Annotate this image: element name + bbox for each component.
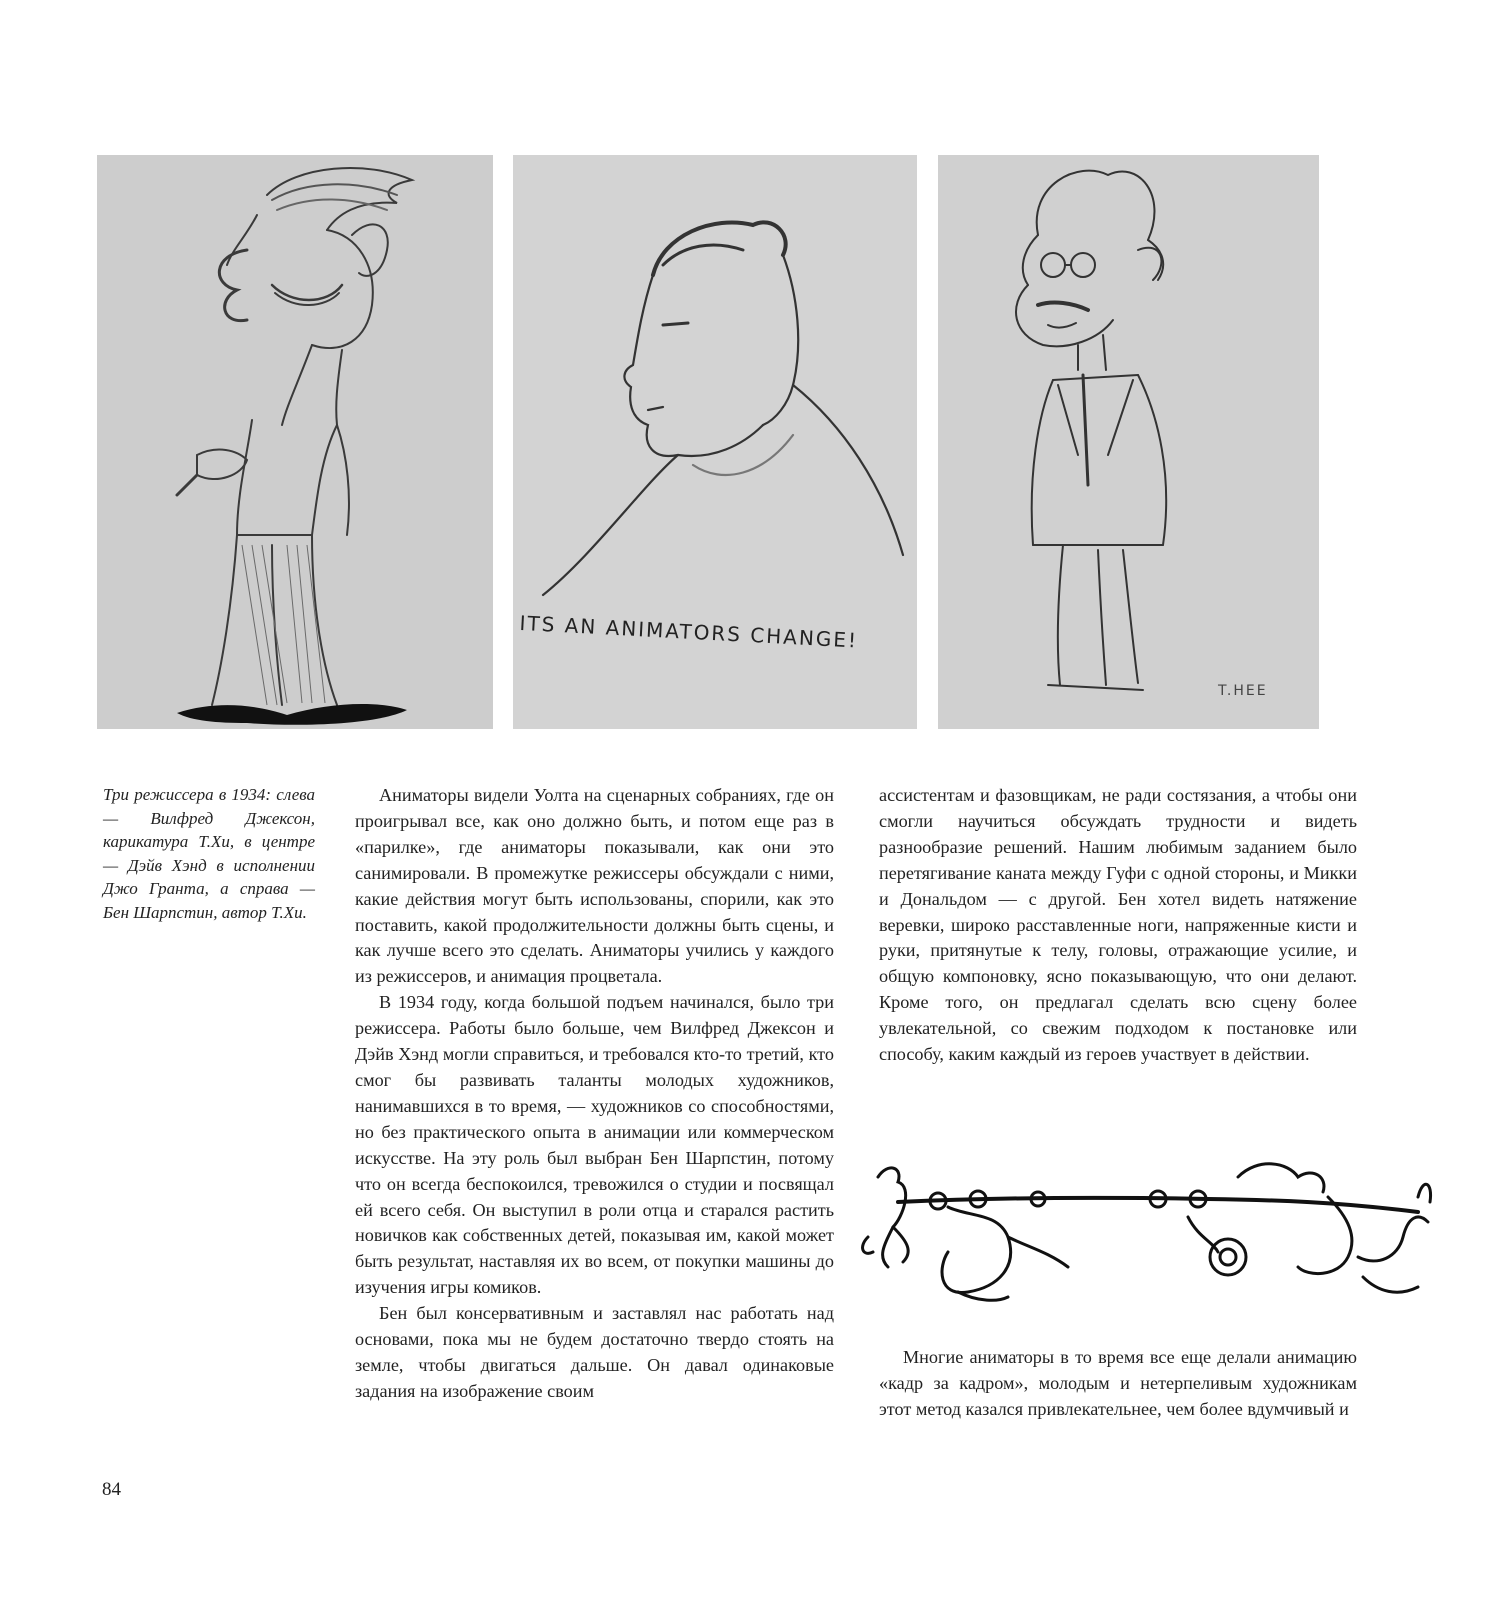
- paragraph: Бен был консервативным и заставлял нас работать над основами, пока мы не будем достаточно твердо стоять на земле, чтобы двигаться дальше. Он давал одинаковые задания на изображение своим: [355, 1303, 834, 1401]
- text-column-2-continued: [879, 1345, 1357, 1423]
- tug-of-war-drawing: [858, 1157, 1436, 1307]
- page-number: 84: [102, 1479, 121, 1500]
- caricature-ben-sharpsteen: [938, 155, 1319, 729]
- paragraph: В 1934 году, когда большой подъем начинался, было три режиссера. Работы было больше, чем Вилфред Джексон и Дэйв Хэнд могли справиться, и требовался кто-то третий, кто смог бы развивать таланты молодых художников, нанимавшихся в то время, — художников со способностями, но без практического опыта в анимации или коммерческом искусстве. На эту роль был выбран Бен Шарпстин, потому что он всегда беспокоился, тревожился о студии и посвящал ей всего себя. Он выступил в роли отца и старался растить новичков как собственных детей, показывая им, какой может быть результат, наставляя их во всем, от покупки машины до изучения игры комиков.: [355, 992, 834, 1298]
- text-column-1: [355, 783, 834, 1405]
- paragraph: Многие аниматоры в то время все еще делали анимацию «кадр за кадром», молодым и нетерпеливым художникам этот метод казался привлекательнее, чем более вдумчивый и: [879, 1347, 1357, 1419]
- plate-2-lettering: ITS AN ANIMATORS CHANGE!: [519, 610, 859, 653]
- caricature-dave-hand: [513, 155, 917, 729]
- caricature-dave-hand-drawing: [513, 155, 917, 729]
- text-column-2: [879, 783, 1357, 1068]
- figure-caption: Три режиссера в 1934: слева — Вилфред Джексон, карикатура Т.Хи, в центре — Дэйв Хэнд в исполнении Джо Гранта, а справа — Бен Шарпстин, автор Т.Хи.: [103, 785, 315, 922]
- caricature-ben-sharpsteen-drawing: [938, 155, 1319, 729]
- paragraph: ассистентам и фазовщикам, не ради состязания, а чтобы они смогли научиться обсуждать трудности и видеть разнообразие решений. Нашим любимым заданием было перетягивание каната между Гуфи с одной стороны, и Микки и Дональдом — с другой. Бен хотел видеть натяжение веревки, широко расставленные ноги, напряженные кисти и руки, притянутые к телу, головы, отражающие усилие, и общую компоновку, ясно показывающую, что они делают. Кроме того, он предлагал сделать всю сцену более увлекательной, со свежим подходом к постановке или способу, каким каждый из героев участвует в действии.: [879, 785, 1357, 1065]
- plate-3-signature: T.HEE: [1218, 683, 1268, 699]
- paragraph: Аниматоры видели Уолта на сценарных собраниях, где он проигрывал все, как оно должно быть, и потом еще раз в «парилке», где аниматоры показывали, как они это санимировали. В промежутке режиссеры обсуждали с ними, какие действия могут быть использованы, спорили, как это поставить, какой продолжительности должны быть сцены, и как лучше всего это сделать. Аниматоры учились у каждого из режиссеров, и анимация процветала.: [355, 785, 834, 987]
- caricature-wilfred-jackson: [97, 155, 493, 729]
- caricature-wilfred-jackson-drawing: [97, 155, 493, 729]
